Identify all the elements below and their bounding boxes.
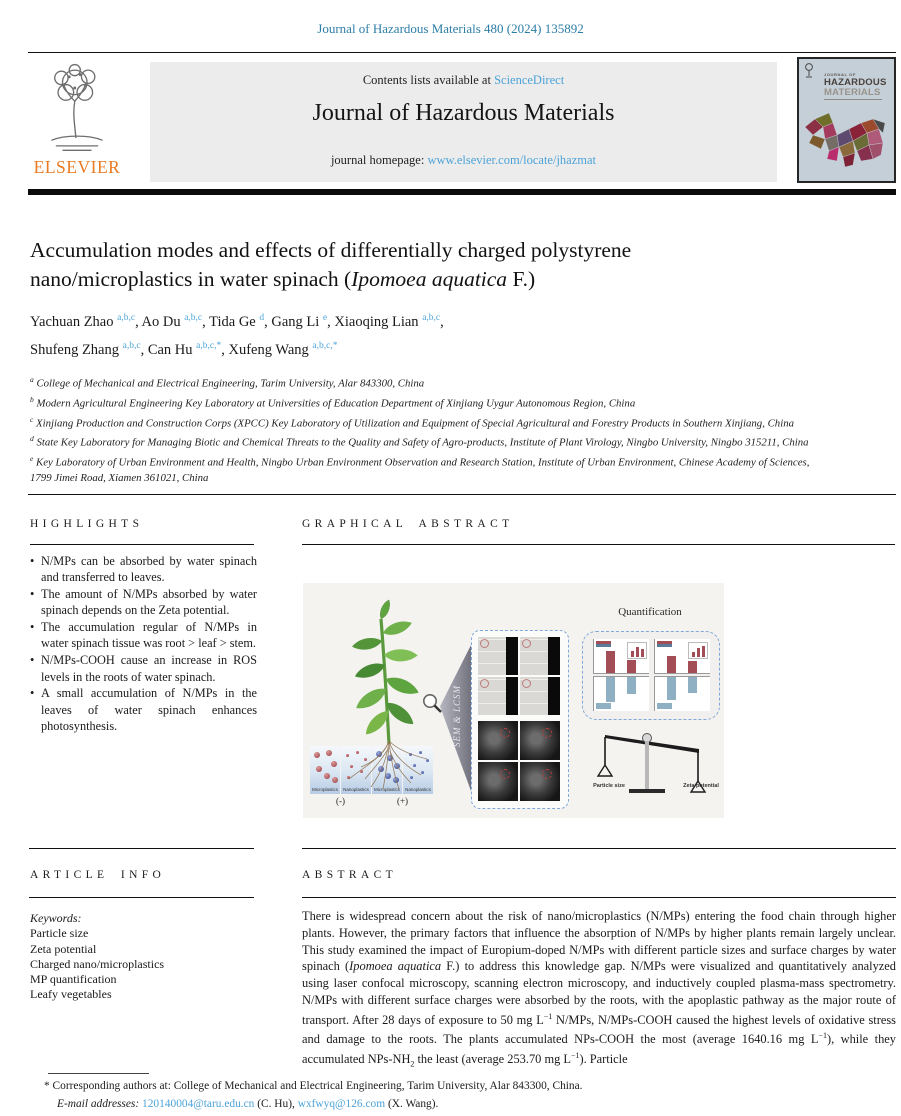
cover-world-map: [799, 101, 894, 179]
article-info-top-rule: [29, 848, 254, 849]
header-thick-rule: [28, 189, 896, 195]
keyword: MP quantification: [30, 972, 117, 987]
cover-title-line1: HAZARDOUS: [824, 77, 887, 88]
balance-right-label: Zeta potential: [683, 783, 719, 789]
highlight-item: • The amount of N/MPs absorbed by water spinach depends on the Zeta potential.: [30, 586, 257, 619]
affiliation-d: $^d$ State Key Laboratory for Managing Biotic and Chemical Threats to the Quality and Safety of Agro-products, Institute of Plant Virology, Ningbo University, Ningbo 315211, China: [30, 434, 809, 449]
keyword: Particle size: [30, 926, 89, 941]
highlights-list: [30, 553, 257, 735]
footnote: [44, 1078, 874, 1113]
journal-citation: Journal of Hazardous Materials 480 (2024) 135892: [317, 21, 584, 36]
mini-bar-chart: [593, 639, 649, 674]
keywords-block: [30, 911, 260, 1003]
keyword: Zeta potential: [30, 941, 97, 956]
journal-cover-thumbnail: [797, 57, 896, 183]
cover-title-line2: MATERIALS: [824, 87, 881, 98]
highlight-item: • The accumulation regular of N/MPs in water spinach tissue was root > leaf > stem.: [30, 619, 257, 652]
mini-bar-chart: [654, 676, 710, 711]
email-label: E-mail addresses:: [57, 1097, 140, 1110]
sem-images: [478, 721, 560, 801]
cover-tagline-rule: [824, 99, 882, 100]
email-suffix-wang: (X. Wang).: [385, 1097, 439, 1110]
header-top-rule: [28, 52, 896, 53]
microscopy-panel: [471, 630, 569, 809]
mini-bar-chart: [654, 639, 710, 674]
affiliation-e: $^e$ Key Laboratory of Urban Environment and Health, Ningbo Urban Environment Observation and Research Station, Institute of Urban Environment, Chinese Academy of Sciences, 1799 Jimei Road, Xiamen 361021, China: [30, 454, 810, 484]
corresponding-authors-note: * Corresponding authors at: College of Mechanical and Electrical Engineering, Tarim University, Alar 843300, China.: [44, 1080, 583, 1092]
email-suffix-hu: (C. Hu),: [254, 1097, 298, 1110]
elsevier-tree-icon: [38, 60, 116, 156]
email-addresses-line: [57, 1096, 874, 1114]
journal-header-box: [150, 62, 777, 182]
highlight-item: • N/MPs-COOH cause an increase in ROS levels in the roots of water spinach.: [30, 652, 257, 685]
keyword: Leafy vegetables: [30, 987, 112, 1002]
article-info-heading: ARTICLE INFO: [30, 869, 166, 881]
highlight-item: • N/MPs can be absorbed by water spinach and transferred to leaves.: [30, 553, 257, 586]
cover-els-mark-icon: [803, 62, 815, 78]
highlight-item: • A small accumulation of N/MPs in the leaves of water spinach enhances photosynthesis.: [30, 685, 257, 734]
journal-title: Journal of Hazardous Materials: [312, 100, 615, 126]
graphical-abstract-figure: [303, 583, 724, 818]
charge-negative-label: (-): [336, 796, 345, 806]
footnote-rule: [48, 1073, 149, 1074]
cover-journal-of: JOURNAL OF: [824, 72, 856, 77]
affiliation-b: $^b$ Modern Agricultural Engineering Key Laboratory at Universities of Education Department of Xinjiang Uygur Autonomous Region, China: [30, 394, 636, 410]
tank-label: Microplastics: [311, 787, 338, 792]
quantification-title: Quantification: [618, 606, 682, 618]
graphical-abstract-rule: [302, 544, 895, 545]
abstract-text: There is widespread concern about the risk of nano/microplastics (N/MPs) entering the food chain through higher plants. However, the primary factors that influence the absorption of N/MPs by higher plants remain largely unclear. This study examined the impact of Europium-doped N/MPs with different particle sizes and surface charges by water spinach (Ipomoea aquatica F.) to address this knowledge gap. N/MPs were visualized and quantitatively analyzed using laser confocal microscopy, scanning electron microscopy, and inductively coupled plasma-mass spectrometry. N/MPs with different surface charges were absorbed by the roots, with the apoplastic pathway as the major route of transport. After 28 days of exposure to 50 mg $L^{-1}$ N/MPs, N/MPs-COOH caused the highest levels of oxidative stress and damage to the roots. The plants accumulated NPs-COOH the most (average 1640.16 mg $L^{-1}$), while they accumulated NPs-$NH_2$ the least (average 253.70 mg $L^{-1}$). Particle: [302, 909, 896, 1069]
keyword: Charged nano/microplastics: [30, 956, 165, 971]
elsevier-logo: [26, 60, 128, 184]
sciencedirect-link[interactable]: ScienceDirect: [494, 73, 565, 87]
elsevier-wordmark: ELSEVIER: [33, 157, 121, 177]
tank-label: Nanoplastics: [405, 787, 431, 792]
email-link-wang[interactable]: wxfwyq@126.com: [297, 1097, 386, 1110]
graphical-abstract-heading: GRAPHICAL ABSTRACT: [302, 518, 514, 530]
homepage-prefix: journal homepage:: [330, 153, 428, 167]
affiliations: [30, 372, 830, 486]
mini-bar-chart: [593, 676, 649, 711]
abstract-rule: [302, 897, 896, 898]
article-title: Accumulation modes and effects of differentially charged polystyrene nano/microplastics in water spinach (Ipomoea aquatica F.): [30, 238, 632, 291]
affiliation-a: $^a$ College of Mechanical and Electrical Engineering, Tarim University, Alar 843300, China: [30, 375, 425, 390]
affiliation-c: $^c$ Xinjiang Production and Construction Corps (XPCC) Key Laboratory of Utilization and Equipment of Special Agricultural and Forestry Products in Southern Xinjiang, China: [30, 414, 795, 430]
contents-prefix: Contents lists available at: [362, 73, 495, 87]
balance-left-label: Particle size: [593, 783, 625, 789]
abstract-heading: ABSTRACT: [302, 869, 398, 881]
keywords-label: Keywords:: [30, 911, 82, 925]
tank-label: Microplastics: [373, 787, 400, 792]
title-section-rule: [28, 494, 896, 495]
article-info-rule: [29, 897, 254, 898]
quantification-charts: [582, 631, 720, 720]
tank-label: Nanoplastics: [343, 787, 369, 792]
lcsm-images: [478, 637, 560, 715]
sem-lcsm-label: SEM & LCSM: [452, 685, 462, 748]
highlights-heading: HIGHLIGHTS: [30, 518, 144, 530]
abstract-top-rule: [302, 848, 896, 849]
homepage-line: [150, 153, 777, 168]
author-list: Yachuan Zhao $^{a,b,c}$, Ao Du $^{a,b,c}$, Tida Ge $^d$, Gang Li $^e$, Xiaoqing Lian $^{a,b,c}$, Shufeng Zhang $^{a,b,c}$, Can Hu $^{a,b,c,*}$, Xufeng Wang $^{a,b,c,*}$: [30, 313, 444, 358]
highlights-rule: [30, 544, 254, 545]
charge-positive-label: (+): [396, 796, 409, 806]
email-link-hu[interactable]: 120140004@taru.edu.cn: [142, 1097, 255, 1110]
homepage-link[interactable]: www.elsevier.com/locate/jhazmat: [427, 153, 597, 167]
contents-line: [150, 73, 777, 88]
magnifier-icon: [422, 693, 444, 715]
water-spinach-plant: [311, 589, 461, 794]
